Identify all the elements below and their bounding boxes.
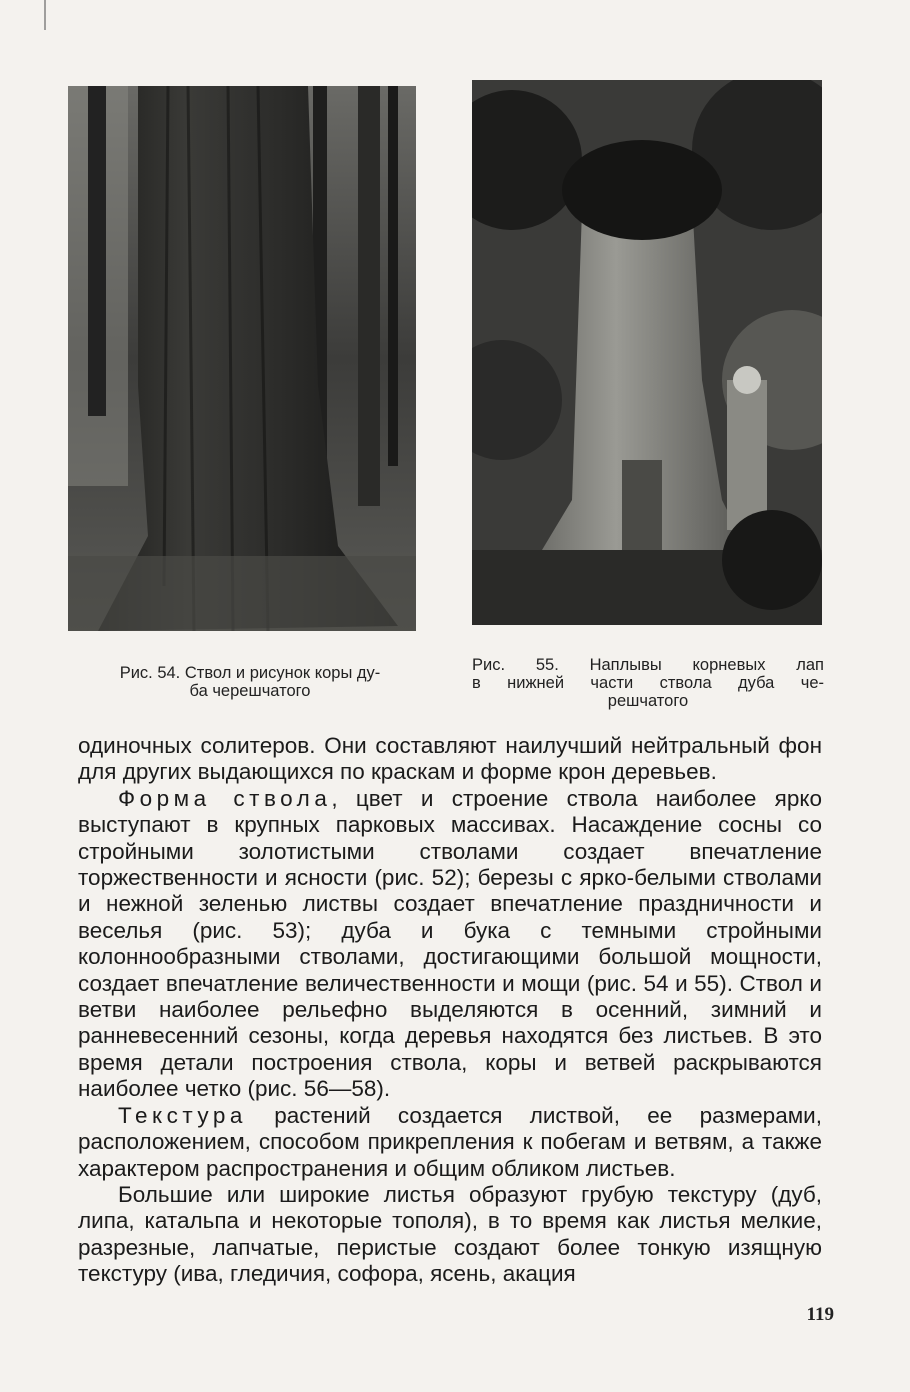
caption-line: ба черешчатого [189, 682, 311, 700]
caption-line: в нижней части ствола дуба че- [472, 674, 824, 692]
paragraph [78, 733, 822, 786]
paragraph-text: , цвет и строение ствола наиболее ярко выступают в крупных парковых массивах. Насаждение сосны со стройными золотистыми стволами создает впечатление торжественности и ясности (рис. 52); березы с ярко-белыми стволами и нежной зеленью листвы создает впечатление праздничности и веселья (рис. 53); дуба и бука с темными стройными колоннообразными стволами, достигающими большой мощности, создает впечатление величественности и мощи (рис. 54 и 55). Ствол и ветви наиболее рельефно выделяются в осенний, зимний и ранневесенний сезоны, когда деревья находятся без листьев. В это время детали построения ствола, коры и ветвей раскрываются наиболее четко (рис. 56—58). [78, 785, 822, 1102]
term-texture: Текстура [118, 1102, 247, 1128]
figure-54-photo [68, 86, 416, 631]
oak-trunk-bark-image [68, 86, 416, 631]
term-form-of-trunk: Форма ствола [118, 785, 332, 811]
paragraph-text: растений создается листвой, ее размерами, расположением, способом прикрепления к побегам и ветвям, а также характером распространения и общим обликом листьев. [78, 1102, 822, 1181]
paragraph-text: Большие или широкие листья образуют грубую текстуру (дуб, липа, катальпа и некоторые тополя), в то время как листья мелкие, разрезные, лапчатые, перистые создают более тонкую изящную текстуру (ива, гледичия, софора, ясень, акация [78, 1181, 822, 1287]
paragraph-text: одиночных солитеров. Они составляют наилучший нейтральный фон для других выдающихся по краскам и форме крон деревьев. [78, 733, 822, 785]
oak-root-flare-image [472, 80, 822, 625]
figure-55-caption [472, 656, 824, 710]
paragraph [78, 786, 822, 1103]
figure-55-photo [472, 80, 822, 625]
figure-54-caption [82, 664, 418, 700]
paragraph [78, 1103, 822, 1182]
body-text [78, 733, 822, 1288]
paragraph [78, 1182, 822, 1288]
caption-line: решчатого [607, 692, 689, 710]
caption-line: Рис. 55. Наплывы корневых лап [472, 656, 824, 674]
caption-line: Рис. 54. Ствол и рисунок коры ду- [119, 664, 381, 682]
margin-mark [44, 0, 46, 30]
page-number: 119 [806, 1304, 834, 1325]
